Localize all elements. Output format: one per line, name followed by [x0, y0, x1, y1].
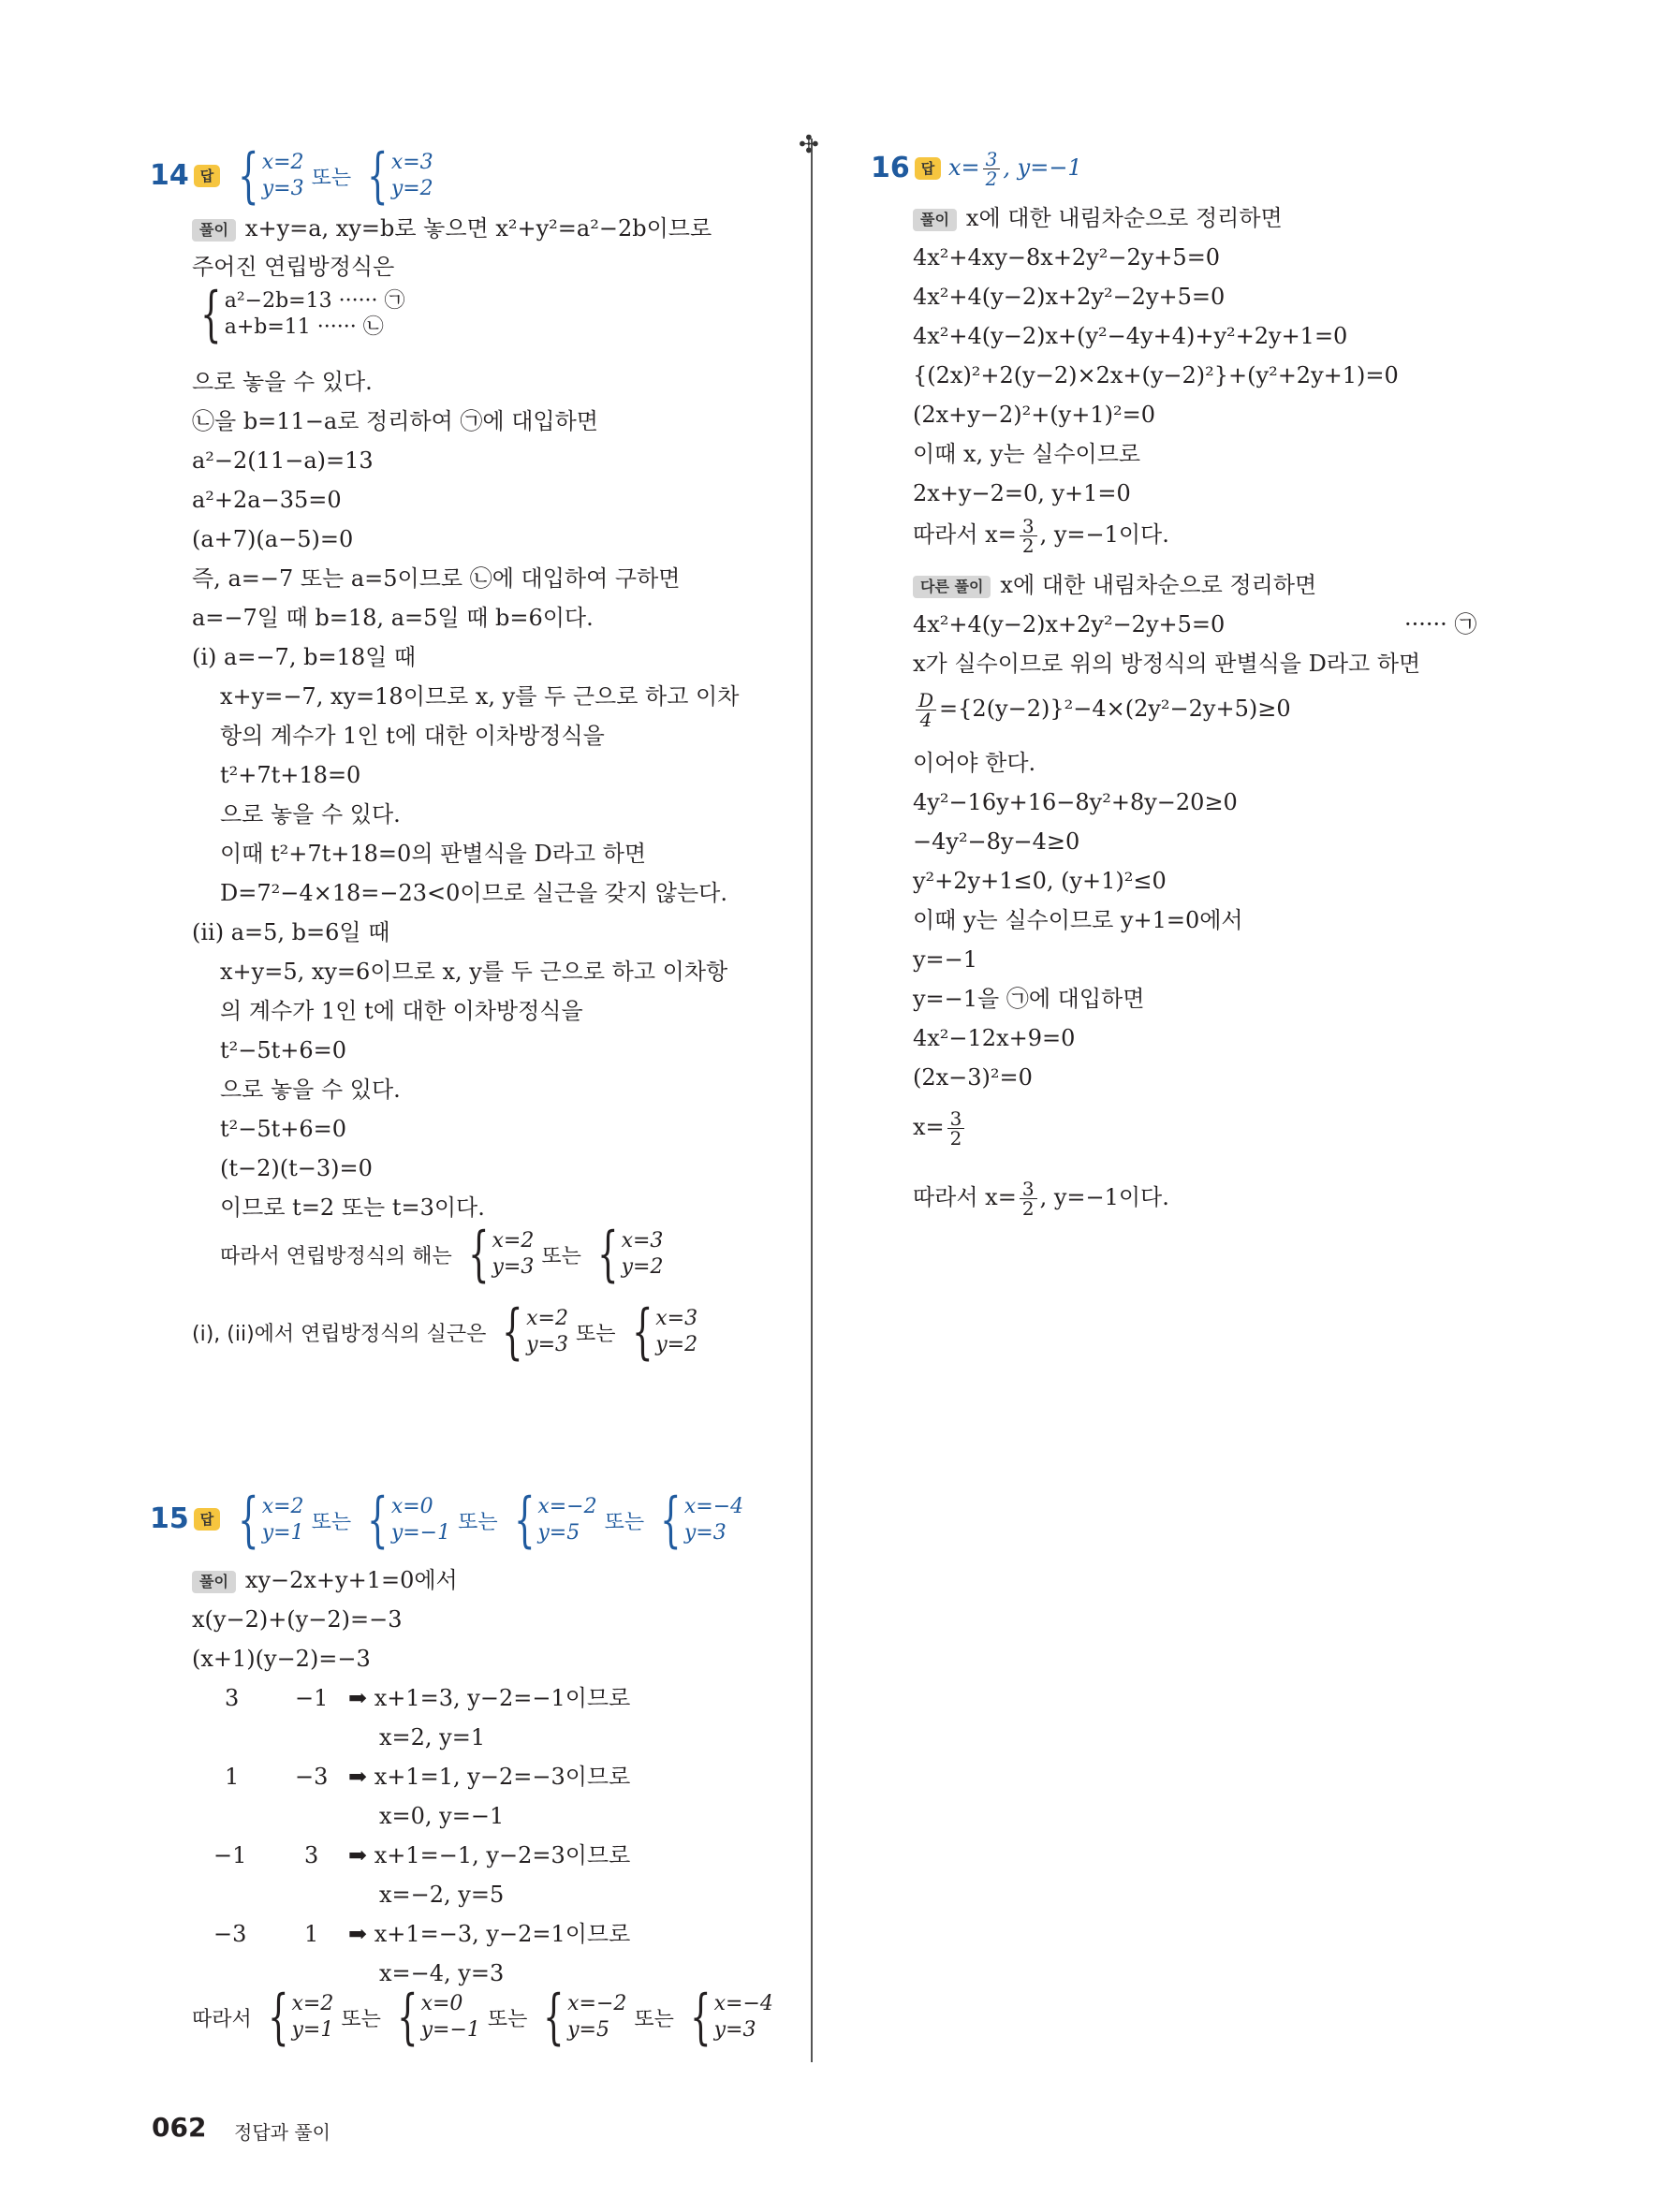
solution-line: a²+2a−35=0: [192, 487, 342, 513]
solution-line: 따라서 x= $\frac{3}{2}$ , y=−1이다.: [913, 515, 1169, 557]
solution-line: 이때 t²+7t+18=0의 판별식을 D라고 하면: [220, 841, 647, 867]
arrow-icon: ➡: [348, 1921, 368, 1947]
solution-tag: 풀이: [192, 219, 236, 242]
problem-number-14: 14: [150, 159, 189, 192]
equation-reference: ······ ㉠: [1404, 611, 1477, 637]
answer-badge: 답: [194, 1508, 220, 1531]
solution-line: 4x²+4(y−2)x+2y²−2y+5=0: [913, 611, 1226, 637]
answer-badge: 답: [915, 157, 941, 180]
arrow-icon: ➡: [348, 1764, 368, 1790]
fleur-ornament: ✣: [799, 131, 819, 159]
solution-line: (2x−3)²=0: [913, 1064, 1033, 1091]
solution-line: (t−2)(t−3)=0: [220, 1155, 373, 1181]
solution-line: 으로 놓을 수 있다.: [192, 369, 373, 395]
page-number: 062: [152, 2112, 207, 2143]
solution-tag: 풀이: [192, 1571, 236, 1593]
solution-line: 으로 놓을 수 있다.: [220, 1077, 401, 1103]
solution-line: 의 계수가 1인 t에 대한 이차방정식을: [220, 998, 583, 1024]
solution-line: 항의 계수가 1인 t에 대한 이차방정식을: [220, 723, 605, 749]
solution-line: 4x²+4(y−2)x+(y²−4y+4)+y²+2y+1=0: [913, 323, 1348, 349]
solution-line: 즉, a=−7 또는 a=5이므로 ㉡에 대입하여 구하면: [192, 565, 681, 592]
solution-line: 4x²+4xy−8x+2y²−2y+5=0: [913, 244, 1221, 271]
column-divider: [811, 139, 813, 2062]
solution-line: 이므로 t=2 또는 t=3이다.: [220, 1194, 485, 1221]
solution-line: 따라서 x= $\frac{3}{2}$ , y=−1이다.: [913, 1178, 1169, 1220]
solution-tag: 풀이: [913, 209, 957, 231]
solution-line: t²−5t+6=0: [220, 1037, 347, 1063]
solution-line: −4y²−8y−4≥0: [913, 828, 1080, 855]
solution-line: ㉡을 b=11−a로 정리하여 ㉠에 대입하면: [192, 408, 598, 434]
solution-line: x(y−2)+(y−2)=−3: [192, 1606, 403, 1633]
solution-line: y²+2y+1≤0, (y+1)²≤0: [913, 868, 1167, 894]
solution-line: 으로 놓을 수 있다.: [220, 801, 401, 828]
footer-label: 정답과 풀이: [234, 2121, 330, 2144]
solution-line: 이어야 한다.: [913, 750, 1036, 776]
solution-line: 4x²−12x+9=0: [913, 1025, 1076, 1051]
solution-line: y=−1을 ㉠에 대입하면: [913, 986, 1145, 1012]
final-solution: 따라서 { x=2 y=1 또는 { x=0 y=−1 또는 { x=−2 y=5 또는 { x=−4 y=3: [192, 1983, 773, 2052]
solution-line: a=−7일 때 b=18, a=5일 때 b=6이다.: [192, 605, 594, 631]
solution-line: (x+1)(y−2)=−3: [192, 1646, 371, 1672]
solution-line: 다른 풀이 x에 대한 내림차순으로 정리하면: [913, 571, 1316, 599]
solution-line: 이때 y는 실수이므로 y+1=0에서: [913, 907, 1243, 933]
solution-line: x= $\frac{3}{2}$: [913, 1109, 967, 1148]
arrow-icon: ➡: [348, 1685, 368, 1711]
problem-number-15: 15: [150, 1502, 189, 1535]
solution-line: 2x+y−2=0, y+1=0: [913, 480, 1131, 506]
answer-badge: 답: [194, 165, 220, 187]
solution-line: t²−5t+6=0: [220, 1116, 347, 1142]
case-solution: 따라서 연립방정식의 해는 { x=2 y=3 또는 { x=3 y=2: [220, 1220, 664, 1289]
solution-line: 4x²+4(y−2)x+2y²−2y+5=0: [913, 284, 1226, 310]
solution-line: (2x+y−2)²+(y+1)²=0: [913, 402, 1155, 428]
answer-16: x= $\frac{3}{2}$ , y=−1: [948, 148, 1082, 190]
solution-line: t²+7t+18=0: [220, 762, 361, 788]
equation-system: { a²−2b=13 ······ ㉠ a+b=11 ······ ㉡: [200, 280, 405, 349]
solution-line: a²−2(11−a)=13: [192, 447, 374, 474]
case-heading: (i) a=−7, b=18일 때: [192, 644, 417, 670]
solution-line: {(2x)²+2(y−2)×2x+(y−2)²}+(y²+2y+1)=0: [913, 362, 1399, 388]
problem-number-16: 16: [871, 152, 910, 184]
solution-line: y=−1: [913, 946, 978, 973]
answer-14: { x=2 y=3 또는 { x=3 y=2: [238, 141, 433, 211]
answer-15: { x=2 y=1 또는 { x=0 y=−1 또는 { x=−2 y=5 또는 { x=−4 y=3: [238, 1486, 744, 1555]
solution-line: 주어진 연립방정식은: [192, 254, 395, 280]
solution-line: D=7²−4×18=−23<0이므로 실근을 갖지 않는다.: [220, 880, 727, 906]
solution-line: 풀이 x+y=a, xy=b로 놓으면 x²+y²=a²−2b이므로: [192, 214, 712, 242]
final-solution: (i), (ii)에서 연립방정식의 실근은 { x=2 y=3 또는 { x=3 y=2: [192, 1297, 698, 1367]
arrow-icon: ➡: [348, 1842, 368, 1868]
solution-line: x가 실수이므로 위의 방정식의 판별식을 D라고 하면: [913, 651, 1421, 677]
solution-line: 풀이 x에 대한 내림차순으로 정리하면: [913, 204, 1283, 232]
solution-line: x+y=−7, xy=18이므로 x, y를 두 근으로 하고 이차: [220, 683, 740, 710]
solution-line: $\frac{D}{4}$ ={2(y−2)}²−4×(2y²−2y+5)≥0: [913, 691, 1291, 729]
solution-line: 4y²−16y+16−8y²+8y−20≥0: [913, 789, 1238, 815]
solution-line: 이때 x, y는 실수이므로: [913, 441, 1141, 467]
solution-line: 풀이 xy−2x+y+1=0에서: [192, 1566, 458, 1594]
case-heading: (ii) a=5, b=6일 때: [192, 919, 390, 945]
solution-line: (a+7)(a−5)=0: [192, 526, 354, 552]
solution-line: x+y=5, xy=6이므로 x, y를 두 근으로 하고 이차항: [220, 959, 728, 985]
alternative-solution-tag: 다른 풀이: [913, 576, 991, 598]
